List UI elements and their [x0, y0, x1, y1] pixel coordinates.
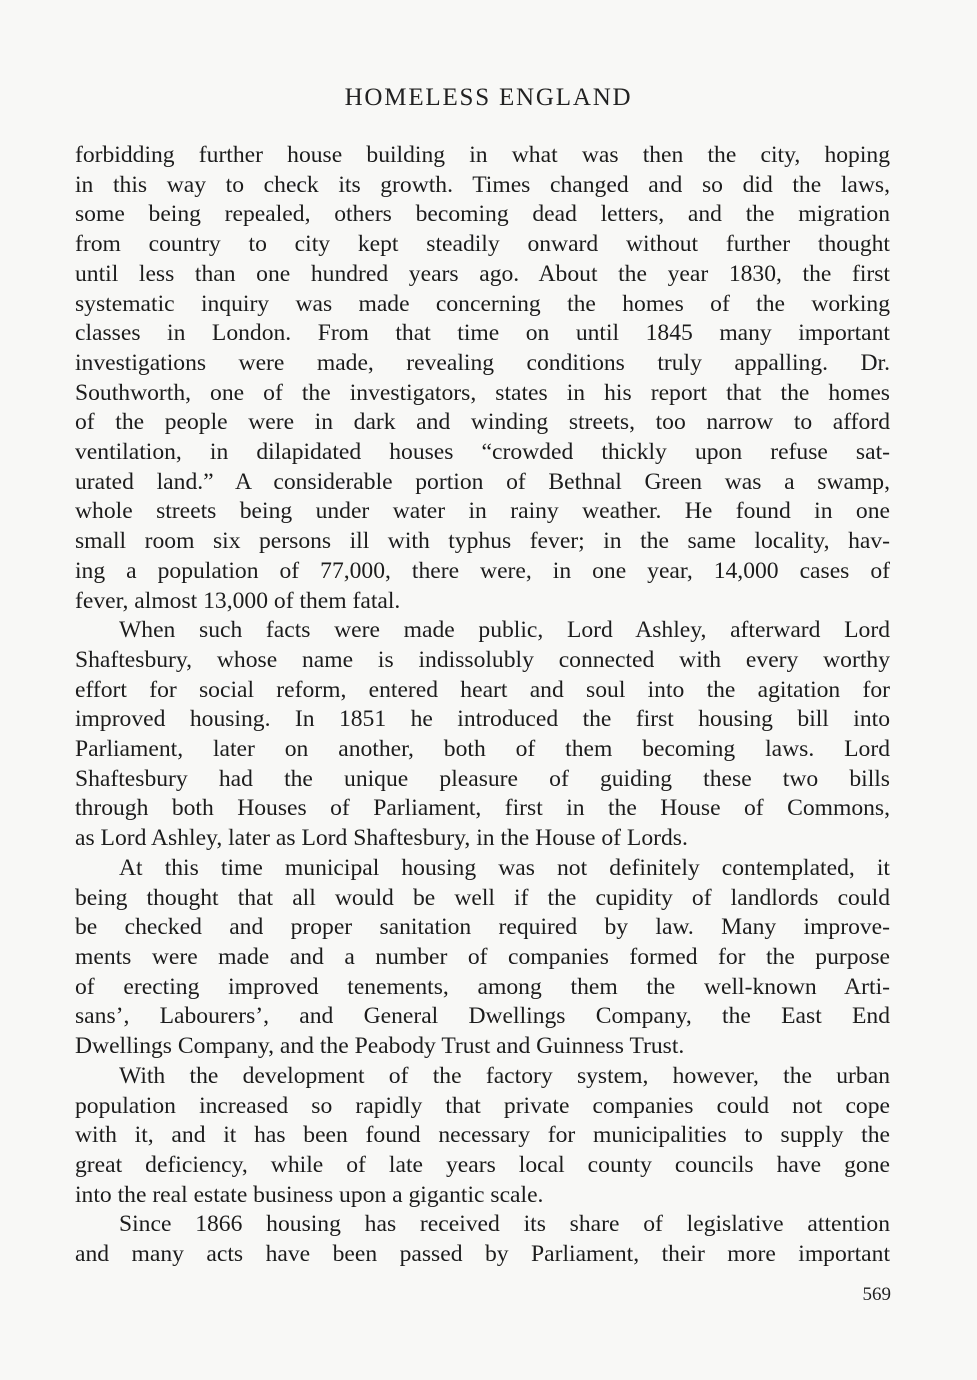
text-line: through both Houses of Parliament, first in the House of Commons,: [75, 795, 890, 822]
text-line: from country to city kept steadily onward without further thought: [75, 231, 890, 258]
text-line: until less than one hundred years ago. About the year 1830, the first: [75, 260, 890, 287]
text-line: improved housing. In 1851 he introduced the first housing bill into: [75, 706, 890, 733]
paragraph: [75, 1062, 890, 1211]
text-line: Dwellings Company, and the Peabody Trust and Guinness Trust.: [75, 1033, 685, 1060]
text-line: ments were made and a number of companies formed for the purpose: [75, 943, 890, 970]
text-line: great deficiency, while of late years local county councils have gone: [75, 1151, 890, 1178]
text-line: Shaftesbury had the unique pleasure of guiding these two bills: [75, 765, 890, 792]
text-line: forbidding further house building in what was then the city, hoping: [75, 142, 890, 168]
running-head: HOMELESS ENGLAND: [344, 84, 633, 111]
paragraph: [75, 1210, 890, 1269]
text-line: classes in London. From that time on until 1845 many important: [75, 320, 890, 347]
text-line: investigations were made, revealing conditions truly appalling. Dr.: [75, 349, 890, 376]
text-line: ing a population of 77,000, there were, in one year, 14,000 cases of: [75, 557, 890, 584]
text-line: effort for social reform, entered heart and soul into the agitation for: [75, 676, 890, 703]
text-line: Southworth, one of the investigators, states in his report that the homes: [75, 379, 890, 406]
text-line: into the real estate business upon a gigantic scale.: [75, 1181, 544, 1208]
page-number: 569: [862, 1284, 891, 1305]
text-line: and many acts have been passed by Parliament, their more important: [75, 1241, 890, 1268]
body-text: [75, 141, 890, 1270]
text-line: With the development of the factory system, however, the urban: [119, 1062, 890, 1089]
text-line: being thought that all would be well if the cupidity of landlords could: [75, 884, 890, 911]
text-line: urated land.” A considerable portion of Bethnal Green was a swamp,: [75, 468, 890, 495]
paragraph: [75, 854, 890, 1062]
text-line: in this way to check its growth. Times changed and so did the laws,: [75, 171, 890, 198]
text-line: fever, almost 13,000 of them fatal.: [75, 587, 401, 614]
text-line: of erecting improved tenements, among them the well-known Arti-: [75, 973, 890, 1000]
text-line: of the people were in dark and winding streets, too narrow to afford: [75, 409, 890, 436]
text-line: with it, and it has been found necessary for municipalities to supply the: [75, 1122, 890, 1149]
text-line: Parliament, later on another, both of them becoming laws. Lord: [75, 736, 890, 763]
text-line: When such facts were made public, Lord Ashley, afterward Lord: [119, 617, 890, 644]
text-line: At this time municipal housing was not definitely contemplated, it: [119, 854, 890, 881]
text-line: some being repealed, others becoming dead letters, and the migration: [75, 201, 890, 228]
paragraph: [75, 141, 890, 616]
text-line: sans’, Labourers’, and General Dwellings Company, the East End: [75, 1003, 890, 1030]
text-line: systematic inquiry was made concerning the homes of the working: [75, 290, 890, 317]
text-line: population increased so rapidly that private companies could not cope: [75, 1092, 890, 1119]
paragraph: [75, 616, 890, 854]
text-line: Shaftesbury, whose name is indissolubly connected with every worthy: [75, 646, 890, 673]
text-line: ventilation, in dilapidated houses “crowded thickly upon refuse sat-: [75, 439, 890, 466]
text-line: be checked and proper sanitation required by law. Many improve-: [75, 914, 890, 941]
text-line: whole streets being under water in rainy weather. He found in one: [75, 498, 890, 525]
text-line: Since 1866 housing has received its share of legislative attention: [119, 1211, 890, 1238]
text-line: small room six persons ill with typhus fever; in the same locality, hav-: [75, 528, 890, 555]
text-line: as Lord Ashley, later as Lord Shaftesbury, in the House of Lords.: [75, 825, 688, 852]
